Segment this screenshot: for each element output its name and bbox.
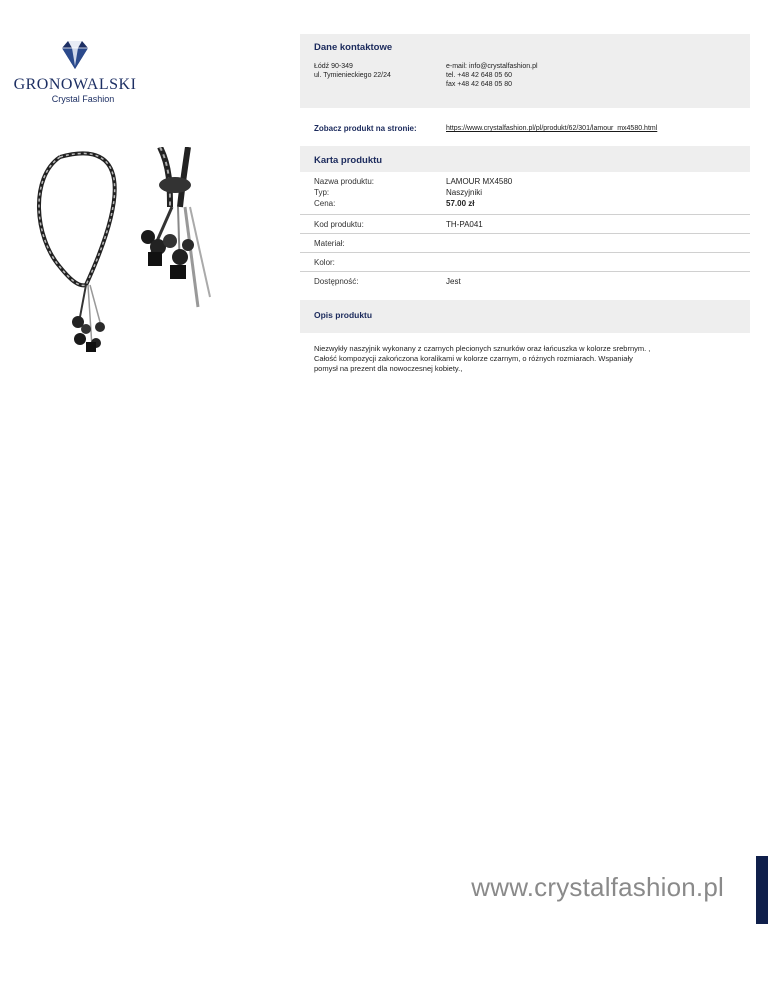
contact-section <box>300 34 750 108</box>
product-values <box>446 176 512 209</box>
row-key: Kod produktu: <box>314 220 364 229</box>
brand-name: GRONOWALSKI <box>13 76 137 93</box>
contact-email: e-mail: info@crystalfashion.pl <box>446 63 538 70</box>
row-color <box>300 252 750 272</box>
brand-logo <box>0 34 150 108</box>
contact-fax: fax +48 42 648 05 80 <box>446 81 512 88</box>
description-text: Niezwykły naszyjnik wykonany z czarnych plecionych sznurków oraz łańcuszka w kolorze srebrnym. , Całość kompozycji zakończona koralikami w kolorze czarnym, o różnych rozmiarach. Wspaniały pomysł na prezent dla nowoczesnej kobiety., <box>314 344 651 373</box>
row-product-code <box>300 214 750 234</box>
row-value: Jest <box>446 277 461 286</box>
row-availability <box>300 271 750 291</box>
product-price: 57.00 zł <box>446 199 475 208</box>
product-card-header <box>300 146 750 172</box>
contact-title: Dane kontaktowe <box>314 42 393 53</box>
footer-website: www.crystalfashion.pl <box>471 872 724 902</box>
product-image <box>20 147 228 357</box>
label-name: Nazwa produktu: <box>314 177 375 186</box>
address-city: Łódź 90-349 <box>314 63 353 70</box>
product-url-link[interactable]: https://www.crystalfashion.pl/pl/produkt/62/301/lamour_mx4580.html <box>446 125 658 132</box>
address-block <box>314 62 391 80</box>
product-name: LAMOUR MX4580 <box>446 177 513 186</box>
contact-phone: tel. +48 42 648 05 60 <box>446 72 512 79</box>
product-type: Naszyjniki <box>446 188 483 197</box>
row-key: Dostępność: <box>314 277 359 286</box>
brand-tagline: Crystal Fashion <box>51 94 115 104</box>
label-type: Typ: <box>314 188 330 197</box>
contact-details <box>446 62 538 89</box>
row-key: Kolor: <box>314 258 335 267</box>
row-key: Materiał: <box>314 239 345 248</box>
row-material <box>300 233 750 253</box>
address-street: ul. Tymienieckiego 22/24 <box>314 72 391 79</box>
product-card-main <box>300 172 750 214</box>
diamond-icon <box>58 38 92 72</box>
product-labels <box>314 176 374 209</box>
see-product-label: Zobacz produkt na stronie: <box>314 124 417 133</box>
product-card-title: Karta produktu <box>314 155 383 166</box>
label-price: Cena: <box>314 199 336 208</box>
description-title: Opis produktu <box>314 310 373 320</box>
row-value: TH-PA041 <box>446 220 483 229</box>
footer-accent-bar <box>756 856 768 924</box>
description-header <box>300 300 750 333</box>
